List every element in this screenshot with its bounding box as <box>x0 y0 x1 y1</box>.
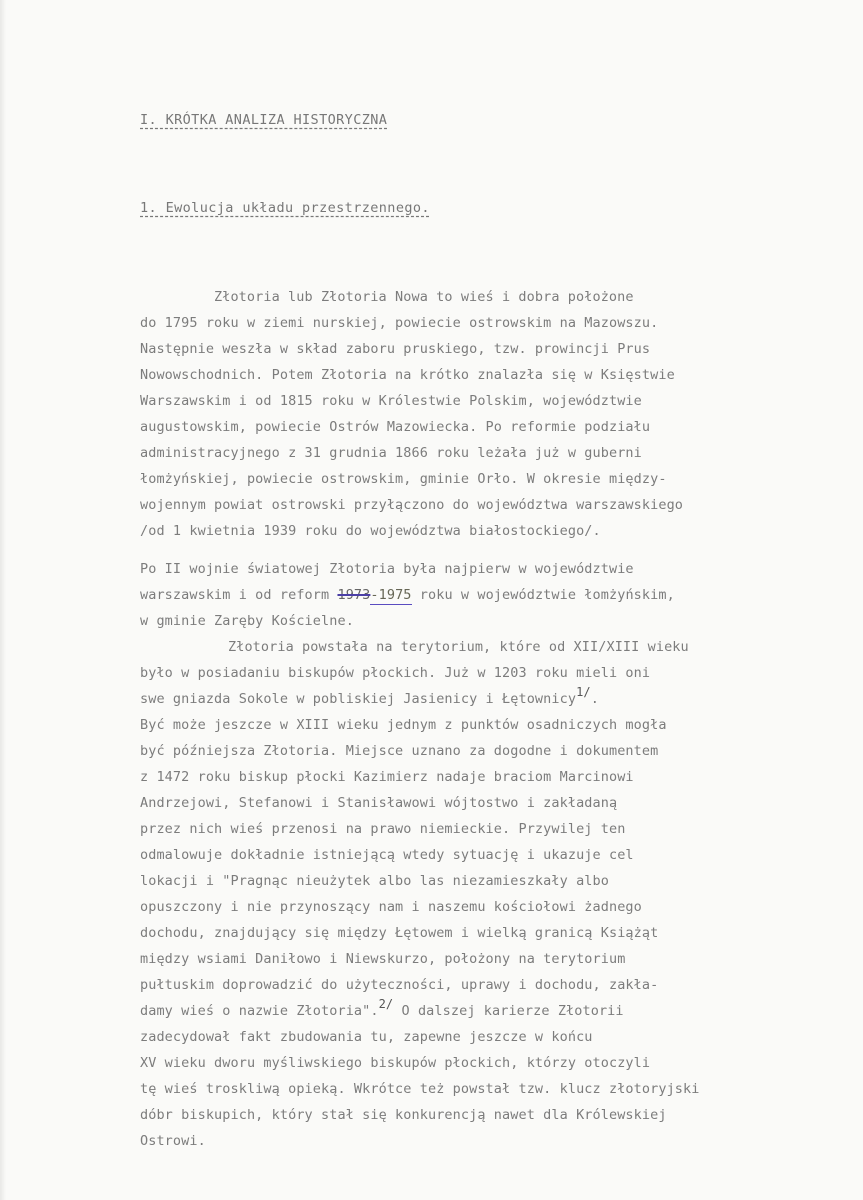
p1-line-3: Następnie weszła w skład zaboru pruskiego, tzw. prowincji Prus <box>140 341 651 357</box>
p3-line-15-after: O dalszej karierze Złotorii <box>393 1003 624 1019</box>
p3-line-15-before: damy wieś o nazwie Złotoria". <box>140 1003 379 1019</box>
p3-line-8: przez nich wieś przenosi na prawo niemieckie. Przywilej ten <box>140 821 626 837</box>
p3-line-16: zadecydował fakt zbudowania tu, zapewne jeszcze w końcu <box>140 1029 593 1045</box>
p1-line-8: łomżyńskiej, powiecie ostrowskim, gminie Orło. W okresie między- <box>140 471 667 487</box>
p1-line-9: wojennym powiat ostrowski przyłączono do województwa warszawskiego <box>140 497 684 513</box>
p1-line-4: Nowowschodnich. Potem Złotoria na krótko znalazła się w Księstwie <box>140 367 675 383</box>
p3-line-15 <box>140 997 624 1019</box>
p1-line-10: /od 1 kwietnia 1939 roku do województwa białostockiego/. <box>140 523 601 539</box>
p3-line-14: pułtuskim doprowadzić do użyteczności, uprawy i dochodu, zakła- <box>140 977 659 993</box>
p3-line-13: między wsiami Daniłowo i Niewskurzo, położony na terytorium <box>140 951 626 967</box>
p2-line-2-after: roku w województwie łomżyńskim, <box>411 587 675 603</box>
p3-line-11: opuszczony i nie przynoszący nam i naszemu kościołowi żadnego <box>140 899 642 915</box>
p3-line-12: dochodu, znajdujący się między Łętowem i wielką granicą Książąt <box>140 925 659 941</box>
p2-line-3: w gminie Zaręby Kościelne. <box>140 613 354 629</box>
p3-line-1: Złotoria powstała na terytorium, które od XII/XIII wieku <box>228 639 689 655</box>
p3-line-17: XV wieku dworu myśliwskiego biskupów płockich, którzy otoczyli <box>140 1055 651 1071</box>
p3-line-4: Być może jeszcze w XIII wieku jednym z punktów osadniczych mogła <box>140 717 667 733</box>
p3-line-6: z 1472 roku biskup płocki Kazimierz nadaje braciom Marcinowi <box>140 769 634 785</box>
p2-line-2-before: warszawskim i od reform <box>140 587 338 603</box>
p3-line-3-text: swe gniazda Sokole w pobliskiej Jasienicy i Łętownicy <box>140 691 577 707</box>
footnote-marker-2: 2/ <box>378 997 394 1011</box>
p3-line-2: było w posiadaniu biskupów płockich. Już w 1203 roku mieli oni <box>140 665 651 681</box>
p3-line-9: odmalowuje dokładnie istniejącą wtedy sytuację i ukazuje cel <box>140 847 634 863</box>
p1-line-7: administracyjnego z 31 grudnia 1866 roku leżała już w guberni <box>140 445 642 461</box>
subsection-heading: 1. Ewolucja układu przestrzennego. <box>140 200 430 216</box>
p1-line-5: Warszawskim i od 1815 roku w Królestwie Polskim, województwie <box>140 393 642 409</box>
p2-line-2 <box>140 587 675 603</box>
p3-line-18: tę wieś troskliwą opieką. Wkrótce też powstał tzw. klucz złotoryjski <box>140 1081 700 1097</box>
p3-line-3-end: . <box>590 691 599 707</box>
section-heading: I. KRÓTKA ANALIZA HISTORYCZNA <box>140 112 388 128</box>
footnote-marker-1: 1/ <box>576 685 591 699</box>
struck-year: 1973 <box>337 587 371 603</box>
p1-line-1: Złotoria lub Złotoria Nowa to wieś i dobra położone <box>214 289 634 305</box>
p2-line-1: Po II wojnie światowej Złotoria była najpierw w województwie <box>140 561 634 577</box>
p3-line-10: lokacji i "Pragnąc nieużytek albo las niezamieszkały albo <box>140 873 609 889</box>
p3-line-19: dóbr biskupich, który stał się konkurencją nawet dla Królewskiej <box>140 1107 667 1123</box>
p1-line-6: augustowskim, powiecie Ostrów Mazowiecka. Po reformie podziału <box>140 419 651 435</box>
p3-line-20: Ostrowi. <box>140 1133 206 1149</box>
p3-line-3 <box>140 685 599 707</box>
page-edge-shadow <box>0 0 6 1200</box>
corrected-year: -1975 <box>370 587 412 603</box>
p3-line-5: być późniejsza Złotoria. Miejsce uznano za dogodne i dokumentem <box>140 743 659 759</box>
p1-line-2: do 1795 roku w ziemi nurskiej, powiecie ostrowskim na Mazowszu. <box>140 315 659 331</box>
p3-line-7: Andrzejowi, Stefanowi i Stanisławowi wójtostwo i zakładaną <box>140 795 618 811</box>
